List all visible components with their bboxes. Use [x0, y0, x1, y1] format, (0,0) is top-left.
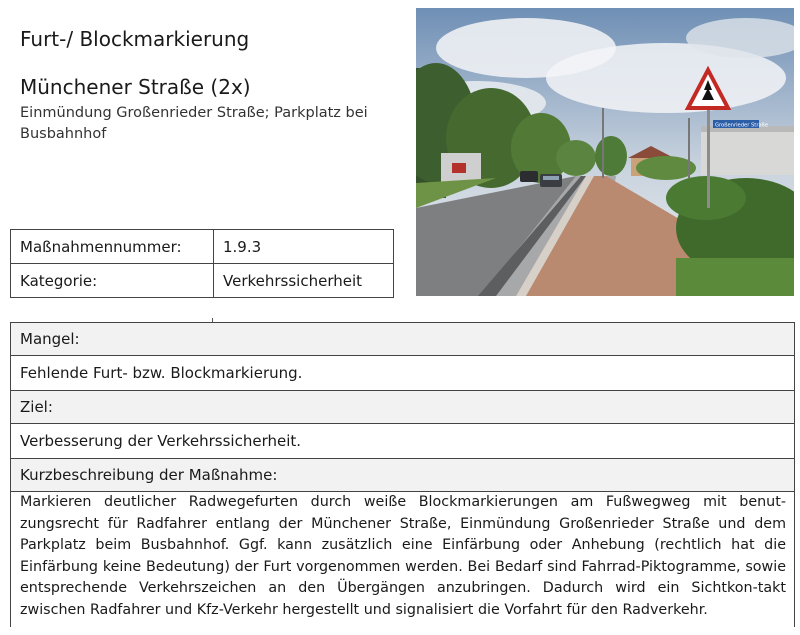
street-heading: Münchener Straße (2x)	[20, 75, 251, 99]
section-heading-mangel: Mangel:	[11, 323, 794, 356]
section-text-kurzbeschreibung: Markieren deutlicher Radwegefurten durch weiße Blockmarkierungen am Fußwegweg mit benut-zungsrecht für Radfahrer entlang der Münchener Straße, Einmündung Großenrieder Straße und dem Parkplatz beim Busbahnhof. Ggf. kann zusätzlich eine Einfärbung oder Anhebung (rechtlich hat die Einfärbung keine Bedeutung) der Furt vorgenommen werden. Bei Bedarf sind Fahrrad-Piktogramme, sowie entsprechende Verkehrszeichen an den Übergängen anzubringen. Dadurch wird ein Sichtkon-takt zwischen Radfahrer und Kfz-Verkehr hergestellt und signalisiert die Vorfahrt für den Radverkehr.	[20, 494, 786, 618]
section-text-ziel: Verbesserung der Verkehrssicherheit.	[11, 424, 794, 459]
meta-value: Verkehrssicherheit	[214, 264, 394, 298]
meta-table	[10, 229, 394, 298]
section-heading-kurzbeschreibung: Kurzbeschreibung der Maßnahme:	[11, 459, 794, 492]
meta-label: Maßnahmennummer:	[11, 230, 214, 264]
street-photo	[416, 8, 794, 296]
location-description: Einmündung Großenrieder Straße; Parkplatz bei Busbahnhof	[20, 105, 368, 142]
street-sign-text: Großenrieder Straße	[715, 122, 769, 129]
meta-value: 1.9.3	[214, 230, 394, 264]
meta-label: Kategorie:	[11, 264, 214, 298]
meta-row-number	[11, 230, 394, 264]
section-text-mangel: Fehlende Furt- bzw. Blockmarkierung.	[11, 356, 794, 391]
measure-sections	[10, 322, 795, 627]
section-heading-ziel: Ziel:	[11, 391, 794, 424]
page-title: Furt-/ Blockmarkierung	[20, 27, 250, 51]
meta-row-category	[11, 264, 394, 298]
